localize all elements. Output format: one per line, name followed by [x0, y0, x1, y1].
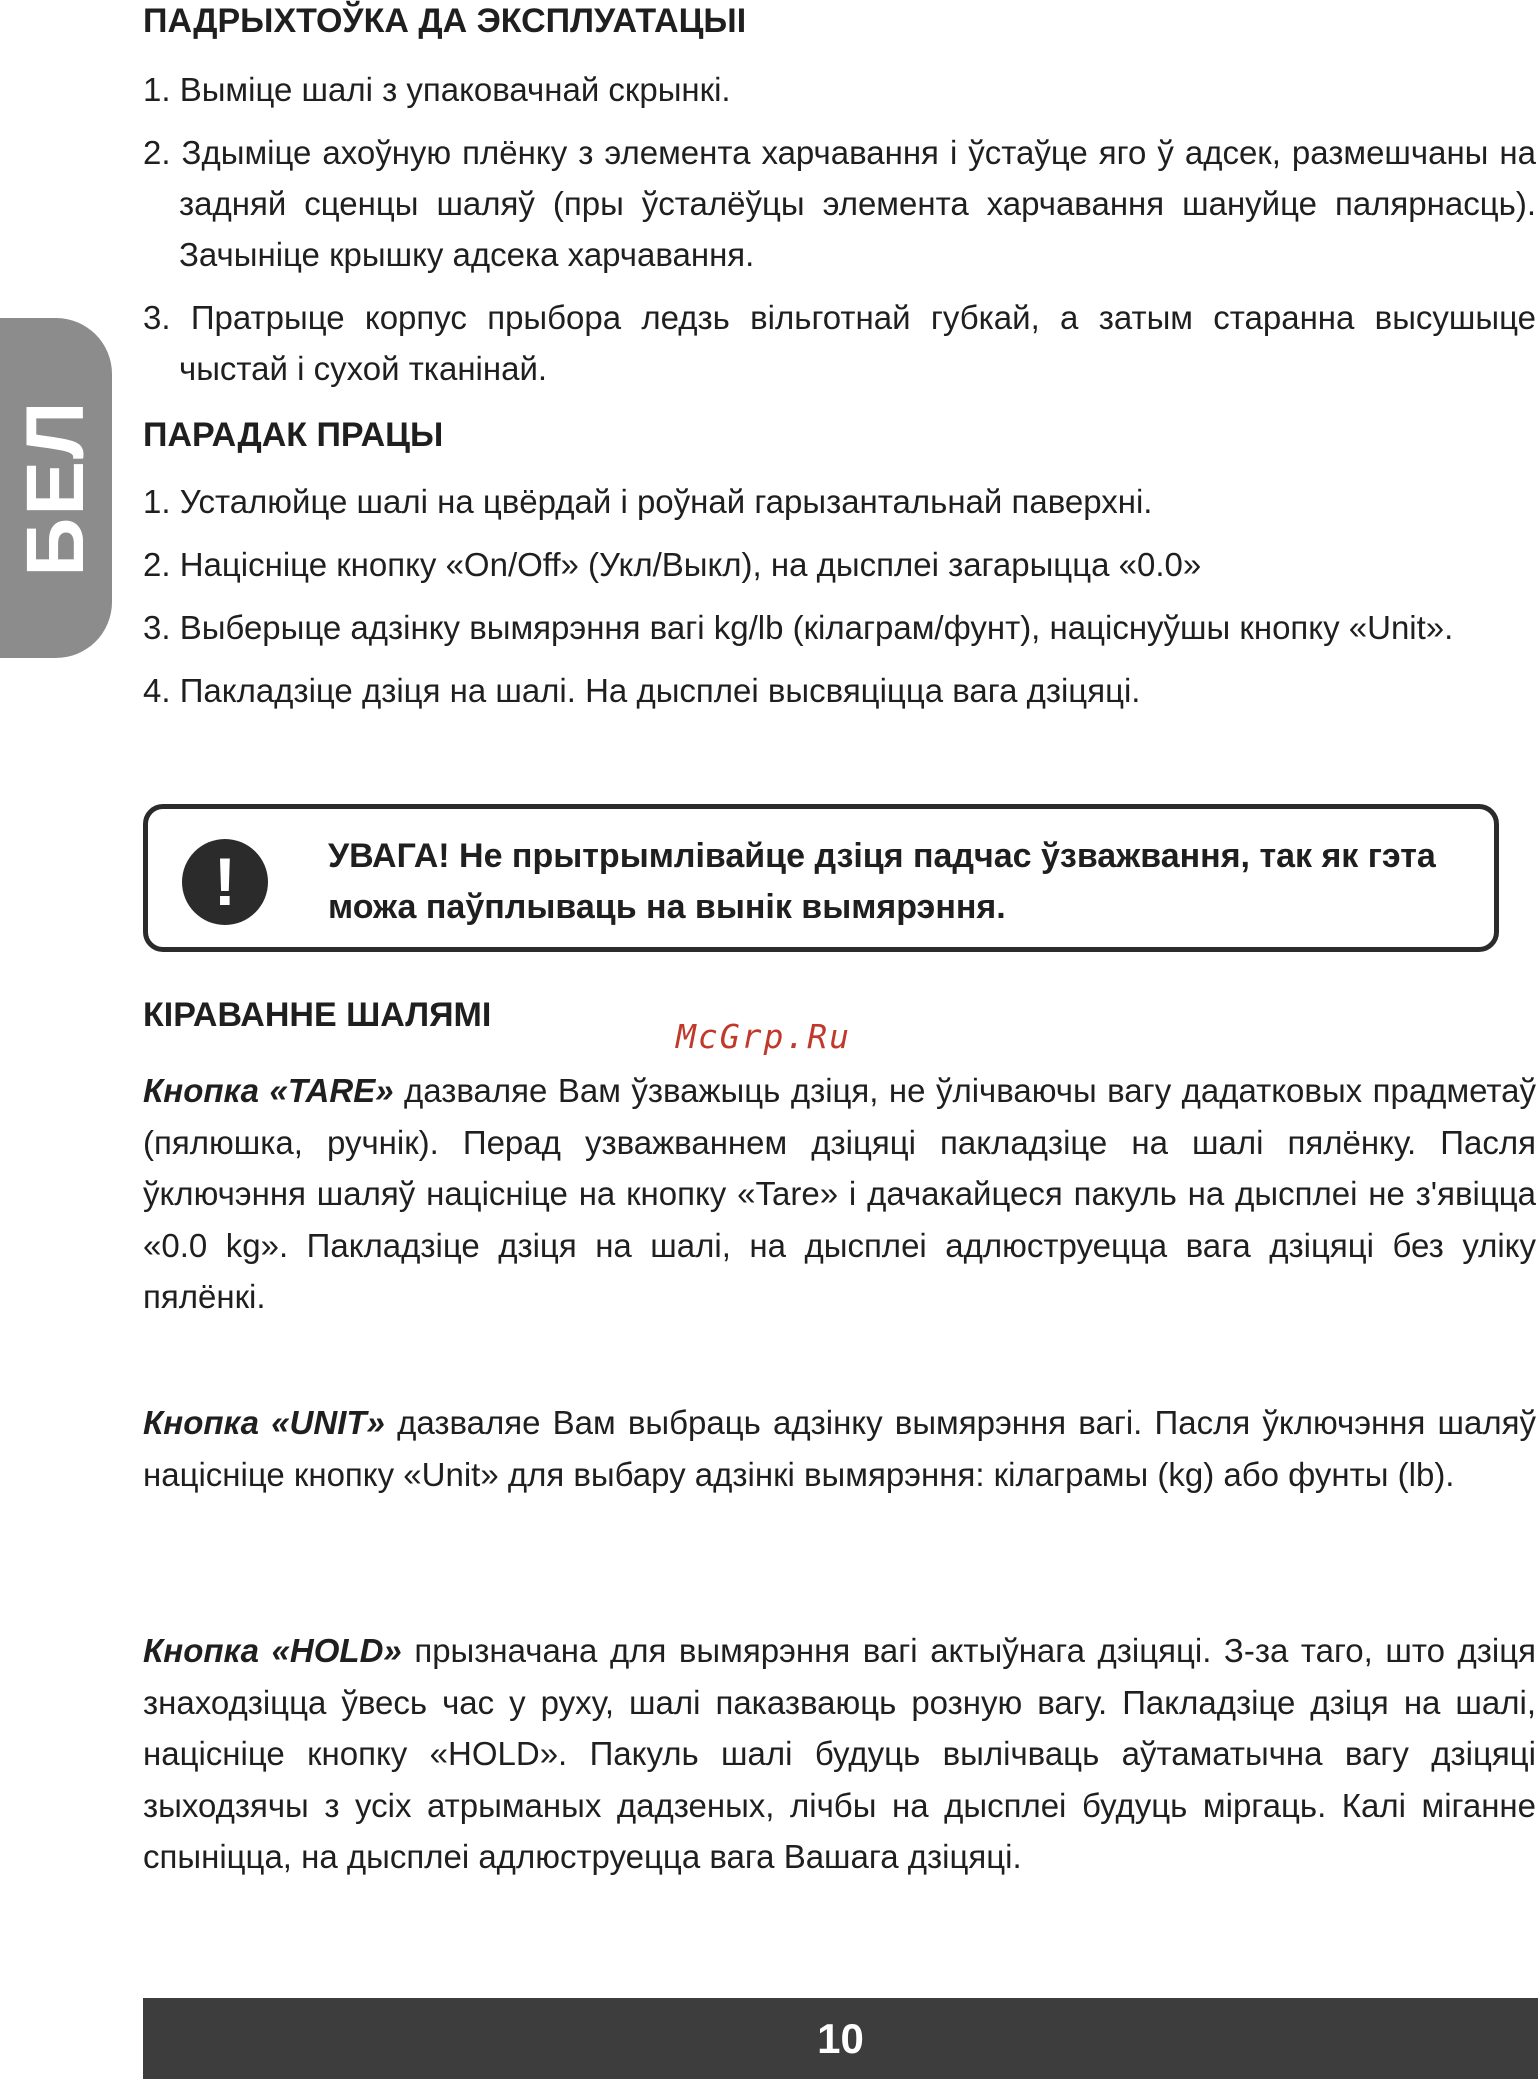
watermark: McGrp.Ru — [676, 1017, 851, 1056]
list-item: 4. Пакладзіце дзіця на шалі. На дысплеі высвяціцца вага дзіцяці. — [143, 672, 1141, 709]
unit-paragraph — [143, 1397, 1536, 1500]
list-item: 3. Пратрыце корпус прыбора ледзь вільготнай губкай, а затым старанна высушыце чыстай і сухой тканінай. — [143, 299, 1536, 387]
warning-text: УВАГА! Не прытрымлівайце дзіця падчас ўзважвання, так як гэта можа паўплываць на вынік вымярэння. — [328, 837, 1436, 926]
language-tab — [0, 318, 112, 658]
warning-box — [143, 804, 1499, 952]
tare-text: дазваляе Вам ўзважыць дзіця, не ўлічваючы вагу дадатковых прадметаў (пялюшка, ручнік). Перад узважваннем дзіцяці пакладзіце на шалі пялёнку. Пасля ўключэння шаляў націсніце на кнопку «Tare» і дачакайцеся пакуль на дысплеі не з'явіцца «0.0 kg». Пакладзіце дзіця на шалі, на дысплеі адлюструецца вага дзіцяці без уліку пялёнкі. — [143, 1072, 1536, 1315]
list-item: 2. Націсніце кнопку «On/Off» (Укл/Выкл), на дысплеі загарыцца «0.0» — [143, 546, 1202, 583]
list-item: 3. Выберыце адзінку вымярэння вагі kg/lb (кілаграм/фунт), націснуўшы кнопку «Unit». — [143, 609, 1454, 646]
hold-paragraph — [143, 1625, 1536, 1883]
section-title-work: ПАРАДАК ПРАЦЫ — [143, 416, 444, 454]
language-tab-label: БЕЛ — [10, 399, 101, 577]
list-item: 1. Выміце шалі з упаковачнай скрынкі. — [143, 71, 731, 108]
list-item: 1. Усталюйце шалі на цвёрдай і роўнай гарызантальнай паверхні. — [143, 483, 1153, 520]
unit-label: Кнопка «UNIT» — [143, 1404, 385, 1441]
hold-text: прызначана для вымярэння вагі актыўнага дзіцяці. З-за таго, што дзіця знаходзіцца ўвесь час у руху, шалі паказваюць розную вагу. Пакладзіце дзіця на шалі, націсніце кнопку «HOLD». Пакуль шалі будуць вылічваць аўтаматычна вагу дзіцяці зыходзячы з усіх атрыманых дадзеных, лічбы на дысплеі будуць міргаць. Калі міганне спыніцца, на дысплеі адлюструецца вага Вашага дзіцяці. — [143, 1632, 1537, 1875]
page-number: 10 — [817, 2015, 864, 2062]
exclamation-icon: ! — [182, 839, 268, 925]
tare-label: Кнопка «TARE» — [143, 1072, 394, 1109]
page-footer — [143, 1998, 1538, 2079]
list-item: 2. Здыміце ахоўную плёнку з элемента харчавання і ўстаўце яго ў адсек, размешчаны на задняй сценцы шаляў (пры ўсталёўцы элемента харчавання шануйце палярнасць). Зачыніце крышку адсека харчавання. — [143, 134, 1536, 273]
section-title-prep: ПАДРЫХТОЎКА ДА ЭКСПЛУАТАЦЫІ — [143, 2, 747, 40]
prep-list — [143, 64, 1536, 406]
tare-paragraph — [143, 1065, 1536, 1323]
work-list — [143, 476, 1536, 728]
unit-text: дазваляе Вам выбраць адзінку вымярэння вагі. Пасля ўключэння шаляў націсніце кнопку «Unit» для выбару адзінкі вымярэння: кілаграмы (kg) або фунты (lb). — [143, 1404, 1536, 1493]
hold-label: Кнопка «HOLD» — [143, 1632, 402, 1669]
section-title-control: КІРАВАННЕ ШАЛЯМІ — [143, 996, 492, 1034]
